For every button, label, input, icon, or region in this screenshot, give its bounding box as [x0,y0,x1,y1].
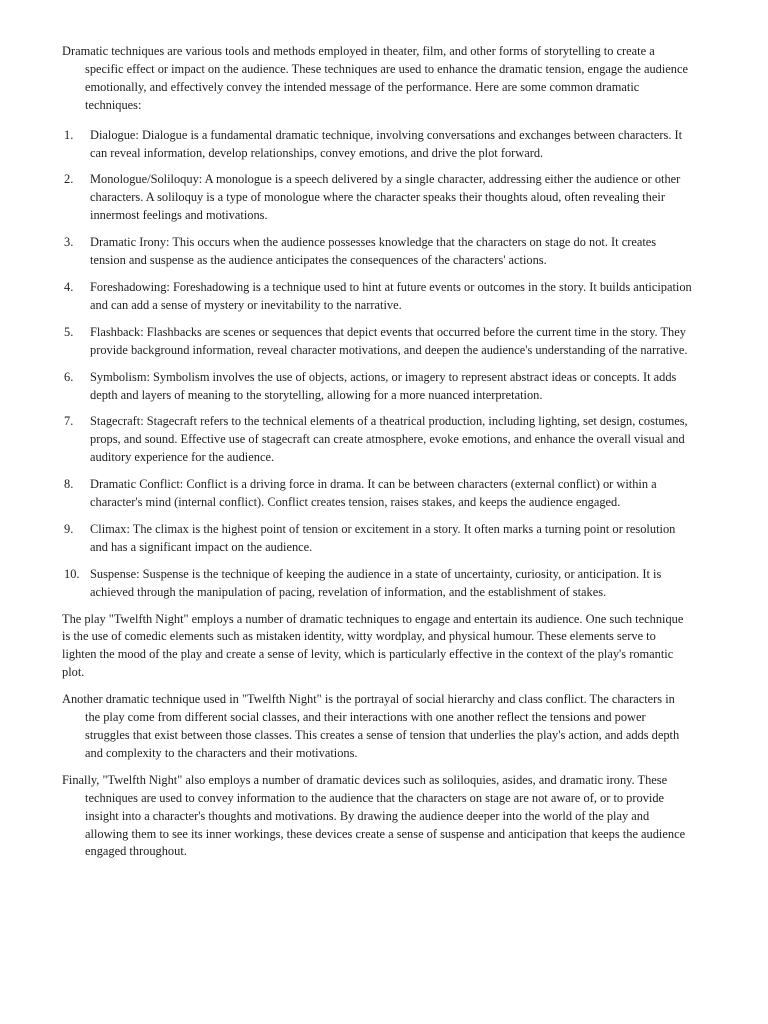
list-item-text: Symbolism: Symbolism involves the use of objects, actions, or imagery to represent abstract ideas or concepts. It adds depth and layers of meaning to the storytelling, allowing for a more nuanced interpretation. [90,369,677,402]
list-item-number: 10. [64,566,80,581]
list-item [62,324,692,360]
list-item-number: 1. [64,127,74,142]
list-item [62,171,692,225]
list-item-number: 9. [64,521,74,536]
intro-paragraph: Dramatic techniques are various tools and methods employed in theater, film, and other forms of storytelling to create a specific effect or impact on the audience. These techniques are used to enhance the dramatic tension, engage the audience emotionally, and effectively convey the intended message of the performance. Here are some common dramatic techniques: [62,44,688,112]
list-item-text: Climax: The climax is the highest point of tension or excitement in a story. It often marks a turning point or resolution and has a significant impact on the audience. [90,521,676,554]
techniques-list [62,127,692,602]
list-item-text: Suspense: Suspense is the technique of keeping the audience in a state of uncertainty, curiosity, or anticipation. It is achieved through the manipulation of pacing, revelation of information, and the establishment of stakes. [90,566,662,599]
list-item-text: Dramatic Irony: This occurs when the audience possesses knowledge that the characters on stage do not. It creates tension and suspense as the audience anticipates the consequences of the characters' actions. [90,235,657,268]
list-item-text: Dialogue: Dialogue is a fundamental dramatic technique, involving conversations and exchanges between characters. It can reveal information, develop relationships, convey emotions, and drive the plot forward. [90,127,683,160]
list-item-text: Flashback: Flashbacks are scenes or sequences that depict events that occurred before the current time in the story. They provide background information, reveal character motivations, and deepen the audience's understanding of the narrative. [90,324,688,357]
list-item-text: Foreshadowing: Foreshadowing is a technique used to hint at future events or outcomes in the story. It builds anticipation and can add a sense of mystery or inevitability to the narrative. [90,279,692,312]
list-item-number: 3. [64,235,74,250]
list-item [62,413,692,467]
list-item-text: Monologue/Soliloquy: A monologue is a speech delivered by a single character, addressing either the audience or other characters. A soliloquy is a type of monologue where the character speaks their thoughts aloud, often revealing their innermost feelings and motivations. [90,172,681,223]
twelfth-night-paragraph: The play "Twelfth Night" employs a number of dramatic techniques to engage and entertain its audience. One such technique is the use of comedic elements such as mistaken identity, witty wordplay, and physical humour. These elements serve to lighten the mood of the play and create a sense of levity, which is particularly effective in the context of the play's romantic plot. [62,611,684,680]
list-item [62,476,692,512]
list-item [62,566,692,602]
list-item-number: 4. [64,279,74,294]
list-item [62,234,692,270]
list-item-number: 5. [64,324,74,339]
document-page [62,43,692,870]
list-item-text: Dramatic Conflict: Conflict is a driving force in drama. It can be between characters (external conflict) or within a character's mind (internal conflict). Conflict creates tension, raises stakes, and keeps the audience engaged. [90,477,657,510]
list-item [62,369,692,405]
social-hierarchy-paragraph: Another dramatic technique used in "Twelfth Night" is the portrayal of social hierarchy and class conflict. The characters in the play come from different social classes, and their interactions with one another reflect the tensions and power struggles that exist between those classes. This creates a sense of tension that underlies the play's action, and adds depth and complexity to the characters and their motivations. [62,692,680,760]
list-item-text: Stagecraft: Stagecraft refers to the technical elements of a theatrical production, including lighting, set design, costumes, props, and sound. Effective use of stagecraft can create atmosphere, evoke emotions, and enhance the overall visual and auditory experience for the audience. [90,414,688,465]
list-item-number: 2. [64,172,74,187]
list-item [62,279,692,315]
list-item [62,127,692,163]
list-item-number: 8. [64,477,74,492]
list-item [62,521,692,557]
list-item-number: 7. [64,414,74,429]
list-item-number: 6. [64,369,74,384]
dramatic-devices-paragraph: Finally, "Twelfth Night" also employs a number of dramatic devices such as soliloquies, asides, and dramatic irony. These techniques are used to convey information to the audience that the characters on stage are not aware of, or to provide insight into a character's thoughts and motivations. By drawing the audience deeper into the world of the play and allowing them to see its inner workings, these devices create a sense of suspense and anticipation that keeps the audience engaged throughout. [62,772,686,859]
